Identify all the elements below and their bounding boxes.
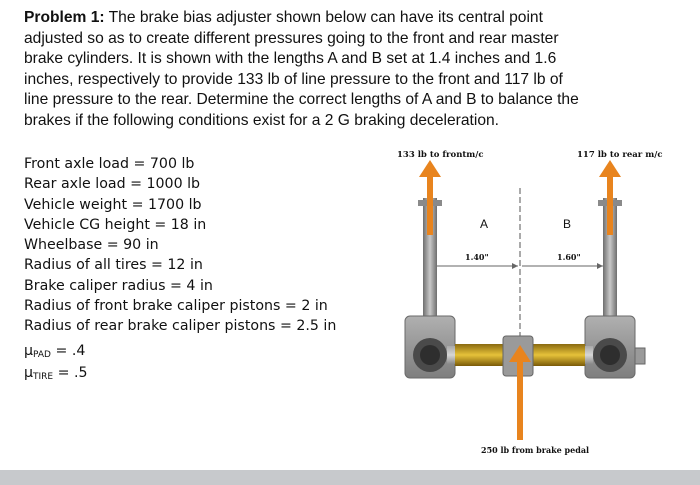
- pedal-force-label: 250 lb from brake pedal: [481, 445, 590, 455]
- rear-output-label: 117 lb to rear m/c: [577, 150, 663, 160]
- dim-b-text: 1.60": [557, 252, 581, 262]
- label-b: B: [563, 217, 572, 231]
- mu-tire: [24, 362, 88, 388]
- given-front-axle-load: Front axle load = 700 lb: [24, 156, 195, 172]
- given-cg-height: Vehicle CG height = 18 in: [24, 216, 207, 233]
- problem-line-3: brake cylinders. It is shown with the lengths A and B set at 1.4 inches and 1.6: [24, 50, 557, 68]
- problem-line-1: The brake bias adjuster shown below can have its central point: [108, 9, 543, 26]
- front-force-arrow: [419, 160, 441, 235]
- mu-tire-sub: TIRE: [33, 372, 54, 382]
- mu-pad-value: = .4: [50, 343, 86, 359]
- given-tire-radius: Radius of all tires = 12 in: [24, 257, 203, 274]
- problem-line-6: brakes if the following conditions exist for a 2 G braking deceleration.: [24, 111, 500, 129]
- given-front-piston-radius: Radius of front brake caliper pistons = 2 in: [24, 298, 328, 315]
- problem-statement: [24, 8, 684, 132]
- given-conditions-list: [24, 154, 336, 337]
- problem-line-5: line pressure to the rear. Determine the correct lengths of A and B to balance the: [24, 91, 579, 109]
- pedal-force-arrow: [509, 345, 531, 440]
- bias-adjuster-figure: [385, 140, 685, 460]
- front-output-label: 133 lb to frontm/c: [397, 150, 484, 160]
- mu-tire-symbol: μ: [24, 365, 34, 381]
- given-vehicle-weight: Vehicle weight = 1700 lb: [24, 196, 202, 213]
- given-caliper-radius: Brake caliper radius = 4 in: [24, 277, 213, 294]
- mu-tire-value: = .5: [53, 365, 88, 381]
- problem-line-4: inches, respectively to provide 133 lb of line pressure to the front and 117 lb of: [24, 70, 563, 88]
- problem-label: Problem 1:: [24, 9, 105, 26]
- rear-force-arrow: [599, 160, 621, 235]
- jam-nut: [635, 348, 645, 364]
- given-wheelbase: Wheelbase = 90 in: [24, 237, 159, 254]
- problem-line-2: adjusted so as to create different pressures going to the front and rear master: [24, 29, 559, 47]
- mu-pad-sub: PAD: [33, 350, 51, 360]
- given-rear-piston-radius: Radius of rear brake caliper pistons = 2.5 in: [24, 318, 337, 335]
- given-rear-axle-load: Rear axle load = 1000 lb: [24, 176, 201, 193]
- dim-a-text: 1.40": [465, 252, 489, 262]
- footer-bar: [0, 470, 700, 485]
- label-a: A: [480, 217, 489, 231]
- mu-pad-symbol: μ: [24, 343, 34, 359]
